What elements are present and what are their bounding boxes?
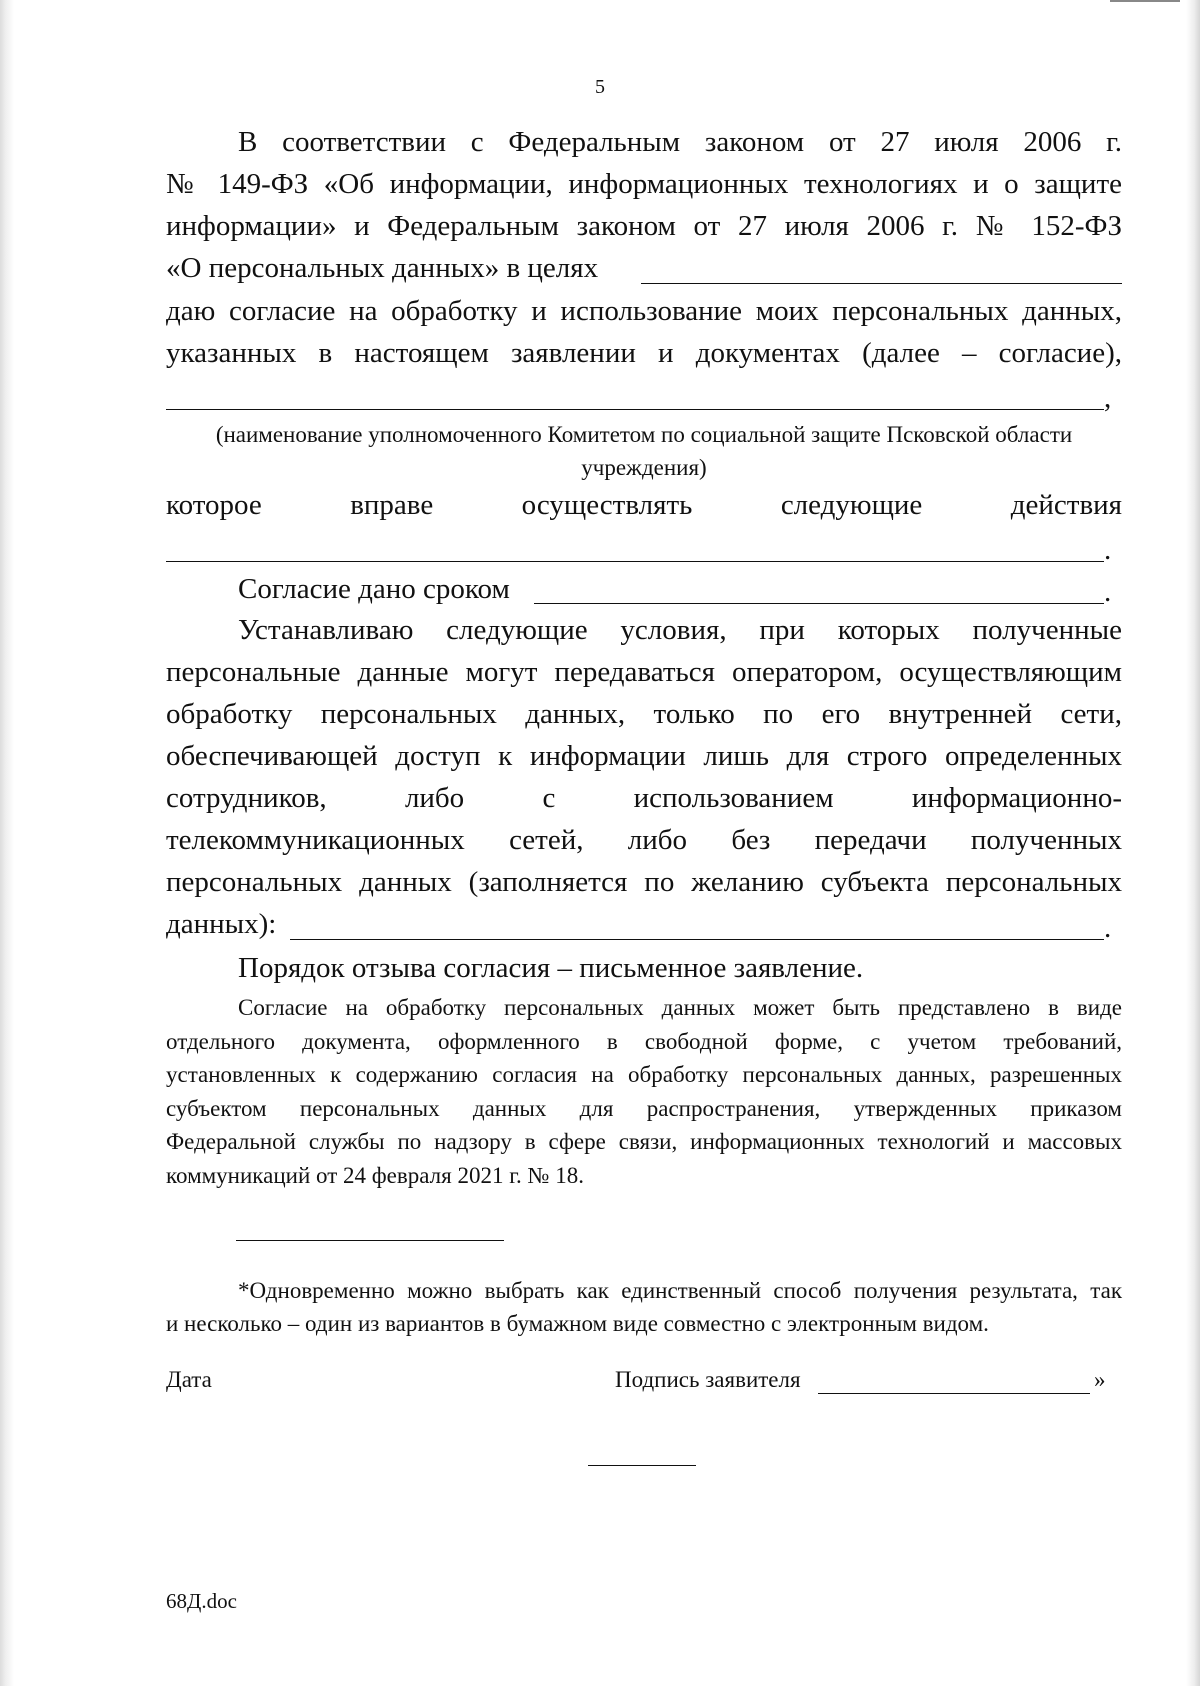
- footnote-line: и несколько – один из вариантов в бумажном виде совместно с электронным видом.: [166, 1311, 989, 1336]
- actions-line: которое вправе осуществлять следующие действия: [166, 489, 1122, 521]
- purpose-blank-field[interactable]: [641, 283, 1122, 284]
- conditions-line: обеспечивающей доступ к информации лишь для строго определенных: [166, 740, 1122, 772]
- paragraph-line: «О персональных данных» в целях: [166, 252, 599, 284]
- paragraph-line: информации» и Федеральным законом от 27 июля 2006 г. № 152-ФЗ: [166, 210, 1122, 242]
- conditions-line: Устанавливаю следующие условия, при которых полученные: [238, 614, 1122, 646]
- period-mark: .: [1104, 576, 1112, 608]
- footnote-line: *Одновременно можно выбрать как единственный способ получения результата, так: [238, 1278, 1122, 1303]
- note-line: Согласие на обработку персональных данных может быть представлено в виде: [238, 995, 1122, 1020]
- page-number: 5: [595, 76, 605, 98]
- actions-blank-field[interactable]: [166, 561, 1104, 562]
- note-line: отдельного документа, оформленного в свободной форме, с учетом требований,: [166, 1029, 1122, 1054]
- signature-label: Подпись заявителя: [615, 1367, 801, 1392]
- conditions-line: телекоммуникационных сетей, либо без передачи полученных: [166, 824, 1122, 856]
- conditions-blank-field[interactable]: [290, 939, 1104, 940]
- conditions-line: сотрудников, либо с использованием информационно-: [166, 782, 1122, 814]
- closing-quote: »: [1094, 1367, 1106, 1392]
- paragraph-line: В соответствии с Федеральным законом от 27 июля 2006 г.: [238, 126, 1122, 158]
- comma-mark: ,: [1104, 382, 1112, 414]
- end-of-page-rule: [588, 1465, 696, 1466]
- paragraph-line: указанных в настоящем заявлении и документах (далее – согласие),: [166, 337, 1122, 369]
- note-line: коммуникаций от 24 февраля 2021 г. № 18.: [166, 1163, 584, 1188]
- institution-caption-line1: (наименование уполномоченного Комитетом по социальной защите Псковской области: [215, 422, 1073, 447]
- conditions-line: персональные данные могут передаваться оператором, осуществляющим: [166, 656, 1122, 688]
- signature-blank-field[interactable]: [818, 1393, 1090, 1394]
- period-mark: .: [1104, 912, 1112, 944]
- file-name: 68Д.doc: [166, 1589, 237, 1613]
- term-blank-field[interactable]: [534, 603, 1104, 604]
- period-mark: .: [1104, 534, 1112, 566]
- note-line: субъектом персональных данных для распространения, утвержденных приказом: [166, 1096, 1122, 1121]
- conditions-line: персональных данных (заполняется по желанию субъекта персональных: [166, 866, 1122, 898]
- institution-caption-line2: учреждения): [581, 455, 707, 480]
- paragraph-line: № 149-ФЗ «Об информации, информационных технологиях и о защите: [166, 168, 1122, 200]
- note-line: Федеральной службы по надзору в сфере связи, информационных технологий и массовых: [166, 1129, 1122, 1154]
- scan-edge-left: [0, 0, 14, 1686]
- date-label: Дата: [166, 1367, 212, 1392]
- conditions-line: обработку персональных данных, только по его внутренней сети,: [166, 698, 1122, 730]
- revocation-line: Порядок отзыва согласия – письменное заявление.: [238, 952, 864, 984]
- institution-blank-field[interactable]: [166, 409, 1104, 410]
- term-label: Согласие дано сроком: [238, 573, 510, 605]
- note-line: установленных к содержанию согласия на обработку персональных данных, разрешенных: [166, 1062, 1122, 1087]
- scan-corner-mark: [1110, 0, 1180, 2]
- paragraph-line: даю согласие на обработку и использование моих персональных данных,: [166, 295, 1122, 327]
- scan-edge-right: [1186, 0, 1200, 1686]
- conditions-last-label: данных):: [166, 908, 277, 940]
- footnote-separator: [236, 1240, 504, 1241]
